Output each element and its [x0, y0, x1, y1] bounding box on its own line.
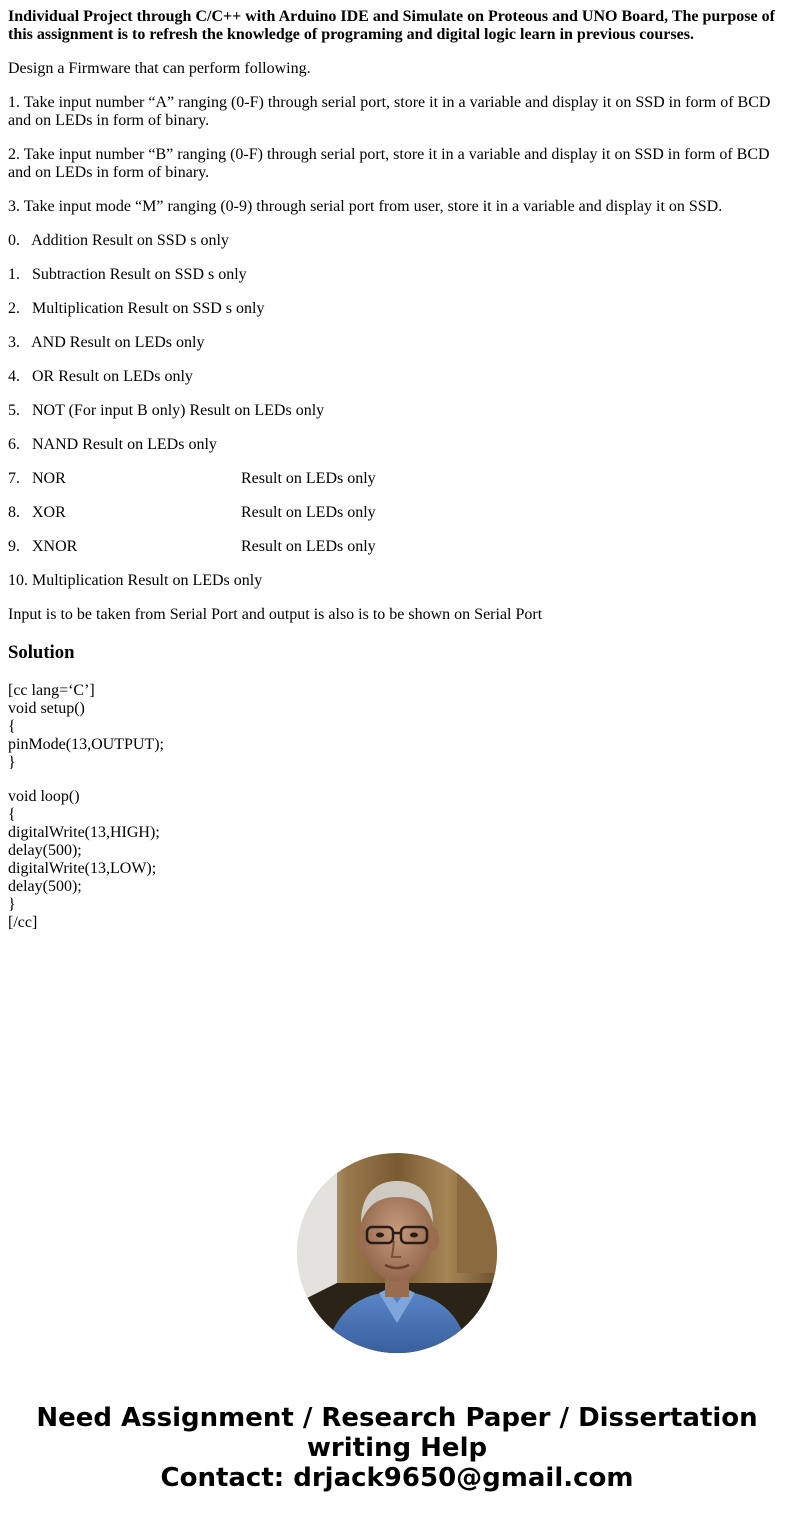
code-setup [8, 682, 786, 772]
footer-email: Contact: drjack9650@gmail.com [160, 1463, 634, 1493]
code-line: } [8, 754, 16, 771]
serial-note: Input is to be taken from Serial Port and output is also is to be shown on Serial Port [8, 606, 543, 623]
author-photo-avatar [297, 1153, 497, 1353]
mode-item [8, 538, 786, 556]
mode-item [8, 334, 786, 352]
code-line: [/cc] [8, 914, 38, 931]
task-item: 1. Take input number “A” ranging (0-F) through serial port, store it in a variable and display it on SSD in form of BCD and on LEDs in form of binary. [8, 94, 771, 129]
code-line: [cc lang=‘C’] [8, 682, 95, 699]
code-line: digitalWrite(13,HIGH); [8, 824, 160, 841]
mode-label: 6. NAND Result on LEDs only [8, 436, 217, 453]
solution-heading: Solution [8, 642, 75, 663]
code-block [8, 682, 786, 932]
mode-label: 8. XOR [8, 504, 66, 521]
mode-result: Result on LEDs only [241, 470, 376, 487]
document-content [8, 8, 786, 932]
mode-label: 2. Multiplication Result on SSD s only [8, 300, 265, 317]
code-line: void setup() [8, 700, 85, 717]
mode-item [8, 504, 786, 522]
mode-label: 7. NOR [8, 470, 66, 487]
mode-label: 10. Multiplication Result on LEDs only [8, 572, 263, 589]
design-statement: Design a Firmware that can perform following. [8, 60, 311, 77]
footer-line: Need Assignment / Research Paper / Dissertation [36, 1403, 758, 1433]
mode-label: 1. Subtraction Result on SSD s only [8, 266, 247, 283]
code-line: delay(500); [8, 842, 82, 859]
task-item: 2. Take input number “B” ranging (0-F) through serial port, store it in a variable and display it on SSD in form of BCD and on LEDs in form of binary. [8, 146, 770, 181]
mode-result: Result on LEDs only [241, 538, 376, 555]
footer-line: writing Help [306, 1433, 488, 1463]
mode-label: 0. Addition Result on SSD s only [8, 232, 229, 249]
code-line: void loop() [8, 788, 80, 805]
code-loop [8, 788, 786, 932]
mode-item [8, 266, 786, 284]
code-line: pinMode(13,OUTPUT); [8, 736, 164, 753]
mode-label: 3. AND Result on LEDs only [8, 334, 205, 351]
modes-list [8, 232, 786, 590]
mode-item [8, 368, 786, 386]
person-portrait-icon [297, 1153, 497, 1353]
mode-result: Result on LEDs only [241, 504, 376, 521]
mode-item [8, 436, 786, 454]
code-line: { [8, 806, 16, 823]
mode-item [8, 300, 786, 318]
footer-contact [0, 1403, 794, 1493]
mode-label: 4. OR Result on LEDs only [8, 368, 193, 385]
code-line: delay(500); [8, 878, 82, 895]
mode-label: 5. NOT (For input B only) Result on LEDs only [8, 402, 325, 419]
code-line: } [8, 896, 16, 913]
code-line: { [8, 718, 16, 735]
mode-item [8, 232, 786, 250]
task-item: 3. Take input mode “M” ranging (0-9) through serial port from user, store it in a variable and display it on SSD. [8, 198, 723, 215]
mode-item [8, 402, 786, 420]
assignment-intro: Individual Project through C/C++ with Arduino IDE and Simulate on Proteous and UNO Board, The purpose of this assignment is to refresh the knowledge of programing and digital logic learn in previous courses. [8, 8, 775, 43]
mode-item [8, 470, 786, 488]
mode-label: 9. XNOR [8, 538, 78, 555]
mode-item [8, 572, 786, 590]
code-line: digitalWrite(13,LOW); [8, 860, 157, 877]
